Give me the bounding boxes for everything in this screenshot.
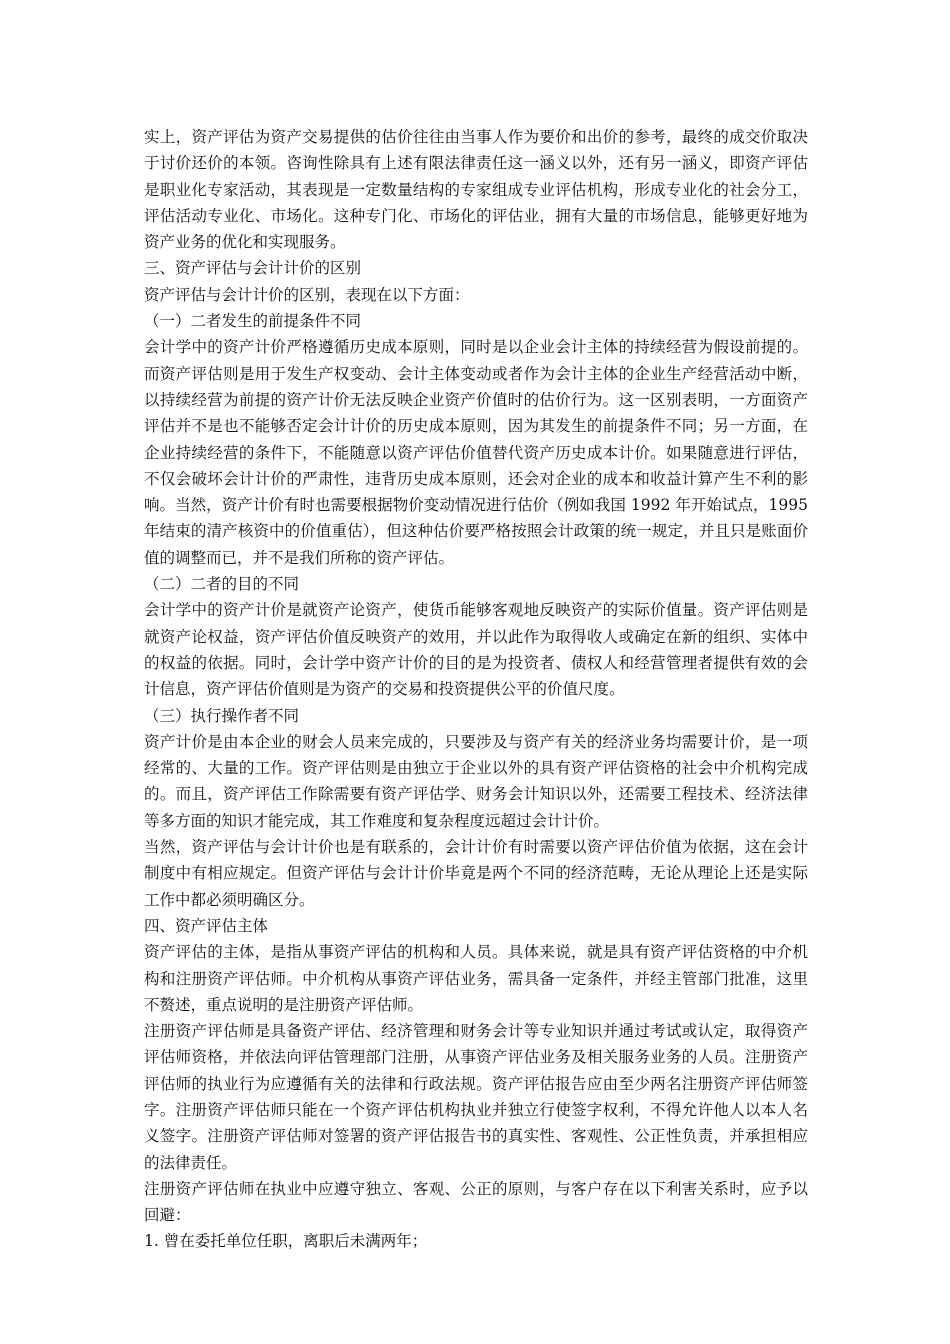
body-paragraph: 会计学中的资产计价是就资产论资产，使货币能够客观地反映资产的实际价值量。资产评估则是就资产论权益，资产评估价值反映资产的效用，并以此作为取得收人或确定在新的组织、实体中的权益的依据。同时，会计学中资产计价的目的是为投资者、债权人和经营管理者提供有效的会计信息，资产评估价值则是为资产的交易和投资提供公平的价值尺度。 <box>144 601 808 699</box>
body-paragraph: 注册资产评估师在执业中应遵守独立、客观、公正的原则，与客户存在以下利害关系时，应予以回避： <box>144 1179 808 1225</box>
section-heading: 四、资产评估主体 <box>144 916 269 935</box>
section-heading: 三、资产评估与会计计价的区别 <box>144 259 362 278</box>
list-item: 1. 曾在委托单位任职，离职后未满两年； <box>144 1232 428 1251</box>
subsection-heading: （三）执行操作者不同 <box>144 706 300 725</box>
body-paragraph: 资产评估与会计计价的区别，表现在以下方面： <box>144 285 470 304</box>
subsection-heading: （一）二者发生的前提条件不同 <box>144 312 362 331</box>
body-paragraph: 注册资产评估师是具备资产评估、经济管理和财务会计等专业知识并通过考试或认定，取得资产评估师资格，并依法向评估管理部门注册，从事资产评估业务及相关服务业务的人员。注册资产评估师的执业行为应遵循有关的法律和行政法规。资产评估报告应由至少两名注册资产评估师签字。注册资产评估师只能在一个资产评估机构执业并独立行使签字权利，不得允许他人以本人名义签字。注册资产评估师对签署的资产评估报告书的真实性、客观性、公正性负责，并承担相应的法律责任。 <box>144 1022 808 1172</box>
body-paragraph: 会计学中的资产计价严格遵循历史成本原则，同时是以企业会计主体的持续经营为假设前提的。而资产评估则是用于发生产权变动、会计主体变动或者作为会计主体的企业生产经营活动中断，以持续经营为前提的资产计价无法反映企业资产价值时的估价行为。这一区别表明，一方面资产评估并不是也不能够否定会计计价的历史成本原则，因为其发生的前提条件不同；另一方面，在企业持续经营的条件下，不能随意以资产评估价值替代资产历史成本计价。如果随意进行评估，不仅会破坏会计计价的严肃性，违背历史成本原则，还会对企业的成本和收益计算产生不利的影响。当然，资产计价有时也需要根据物价变动情况进行估价（例如我国 1992 年开始试点，1995 年结束的清产核资中的价值重估），但这种估价要严格按照会计政策的统一规定，并且只是账面价值的调整而已，并不是我们所称的资产评估。 <box>144 338 808 567</box>
body-paragraph: 资产评估的主体，是指从事资产评估的机构和人员。具体来说，就是具有资产评估资格的中介机构和注册资产评估师。中介机构从事资产评估业务，需具备一定条件，并经主管部门批准，这里不赘述，重点说明的是注册资产评估师。 <box>144 943 808 1014</box>
document-body <box>144 124 808 1255</box>
body-paragraph: 实上，资产评估为资产交易提供的估价往往由当事人作为要价和出价的参考，最终的成交价取决于讨价还价的本领。咨询性除具有上述有限法律责任这一涵义以外，还有另一涵义，即资产评估是职业化专家活动，其表现是一定数量结构的专家组成专业评估机构，形成专业化的社会分工，评估活动专业化、市场化。这种专门化、市场化的评估业，拥有大量的市场信息，能够更好地为资产业务的优化和实现服务。 <box>144 128 808 252</box>
subsection-heading: （二）二者的目的不同 <box>144 575 300 594</box>
body-paragraph: 资产计价是由本企业的财会人员来完成的，只要涉及与资产有关的经济业务均需要计价，是一项经常的、大量的工作。资产评估则是由独立于企业以外的具有资产评估资格的社会中介机构完成的。而且，资产评估工作除需要有资产评估学、财务会计知识以外，还需要工程技术、经济法律等多方面的知识才能完成，其工作难度和复杂程度远超过会计计价。 <box>144 732 808 830</box>
body-paragraph: 当然，资产评估与会计计价也是有联系的，会计计价有时需要以资产评估价值为依据，这在会计制度中有相应规定。但资产评估与会计计价毕竟是两个不同的经济范畴，无论从理论上还是实际工作中都必须明确区分。 <box>144 838 808 909</box>
